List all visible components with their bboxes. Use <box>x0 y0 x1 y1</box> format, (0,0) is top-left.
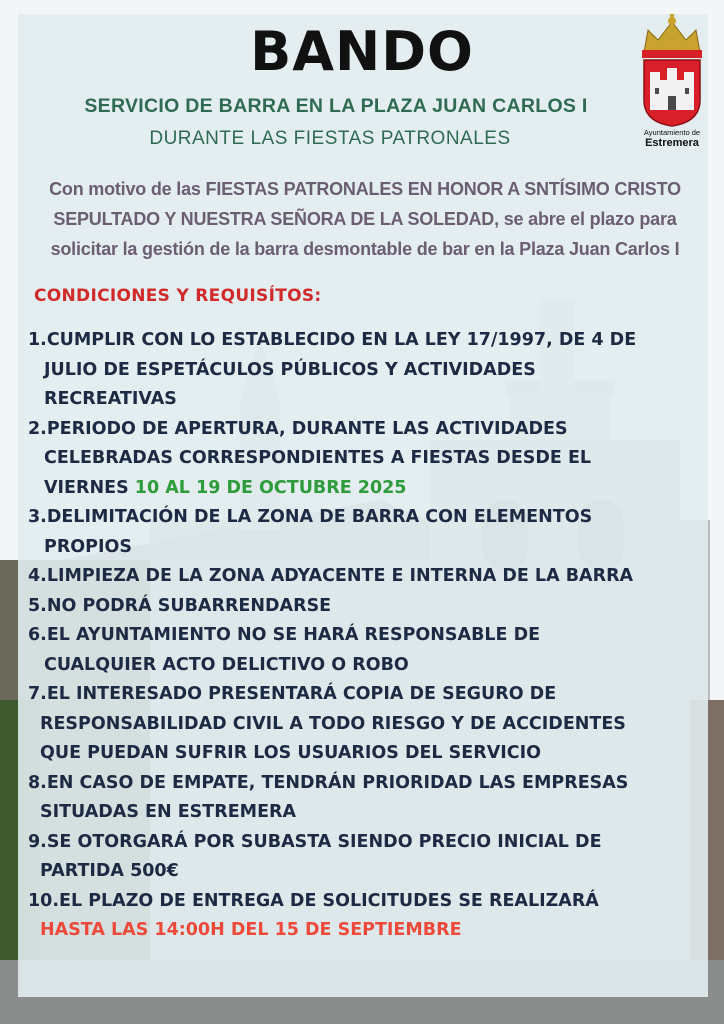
condition-item-9 <box>28 828 708 887</box>
condition-line: CELEBRADAS CORRESPONDIENTES A FIESTAS DESDE EL <box>44 448 592 468</box>
page-title: BANDO <box>250 20 474 83</box>
condition-item-4 <box>28 562 708 592</box>
condition-item-3 <box>28 503 708 562</box>
crest-label-town: Estremera <box>645 137 699 149</box>
condition-line: SITUADAS EN ESTREMERA <box>40 802 297 822</box>
condition-line: 6.EL AYUNTAMIENTO NO SE HARÁ RESPONSABLE DE <box>28 625 541 645</box>
condition-line: PARTIDA 500€ <box>40 861 179 881</box>
condition-item-7 <box>28 680 708 769</box>
condition-line: RECREATIVAS <box>44 389 177 409</box>
condition-line: 8.EN CASO DE EMPATE, TENDRÁN PRIORIDAD LAS EMPRESAS <box>28 772 629 793</box>
intro-paragraph <box>30 174 700 264</box>
condition-line: 1.CUMPLIR CON LO ESTABLECIDO EN LA LEY 17/1997, DE 4 DE <box>28 330 637 350</box>
intro-part-1: Con motivo de las <box>49 179 206 199</box>
intro-highlight: FIESTAS PATRONALES EN HONOR A SNTÍSIMO CRISTO SEPULTADO Y NUESTRA SEÑORA DE LA SOLEDAD <box>53 179 681 229</box>
condition-item-1 <box>28 326 708 415</box>
condition-line: 4.LIMPIEZA DE LA ZONA ADYACENTE E INTERNA DE LA BARRA <box>28 566 634 586</box>
condition-line: 7.EL INTERESADO PRESENTARÁ COPIA DE SEGURO DE <box>28 684 557 704</box>
condition-item-8 <box>28 769 708 828</box>
subtitle-service: SERVICIO DE BARRA EN LA PLAZA JUAN CARLOS I <box>84 95 588 117</box>
condition-line: 9.SE OTORGARÁ POR SUBASTA SIENDO PRECIO INICIAL DE <box>28 831 602 852</box>
condition-item-6 <box>28 621 708 680</box>
crest-label-small: Ayuntamiento de <box>643 128 701 137</box>
condition-line: 5.NO PODRÁ SUBARRENDARSE <box>28 595 332 616</box>
conditions-heading: CONDICIONES Y REQUISÍTOS: <box>34 286 322 306</box>
condition-line: CUALQUIER ACTO DELICTIVO O ROBO <box>44 654 409 675</box>
condition-line: RESPONSABILIDAD CIVIL A TODO RIESGO Y DE ACCIDENTES <box>40 713 626 734</box>
condition-line: 2.PERIODO DE APERTURA, DURANTE LAS ACTIVIDADES <box>28 418 568 439</box>
condition-line: 3.DELIMITACIÓN DE LA ZONA DE BARRA CON ELEMENTOS <box>28 507 593 527</box>
condition-line: 10.EL PLAZO DE ENTREGA DE SOLICITUDES SE REALIZARÁ <box>28 890 599 911</box>
condition-line <box>28 474 708 504</box>
condition-item-5 <box>28 592 708 622</box>
condition-line: PROPIOS <box>44 536 132 557</box>
condition-text: VIERNES <box>44 477 135 498</box>
condition-line: JULIO DE ESPETÁCULOS PÚBLICOS Y ACTIVIDADES <box>44 359 536 380</box>
condition-line: QUE PUEDAN SUFRIR LOS USUARIOS DEL SERVICIO <box>40 743 541 763</box>
opening-dates: 10 AL 19 DE OCTUBRE 2025 <box>134 477 407 498</box>
condition-item-2 <box>28 415 708 504</box>
conditions-list <box>28 326 708 946</box>
subtitle-festivities: DURANTE LAS FIESTAS PATRONALES <box>149 128 511 149</box>
submission-deadline: HASTA LAS 14:00H DEL 15 DE SEPTIEMBRE <box>40 920 462 940</box>
condition-item-10 <box>28 887 708 946</box>
intro-part-2: , se abre el plazo para solicitar la gestión de la barra desmontable de bar en la Plaza Juan Carlos I <box>50 209 680 259</box>
